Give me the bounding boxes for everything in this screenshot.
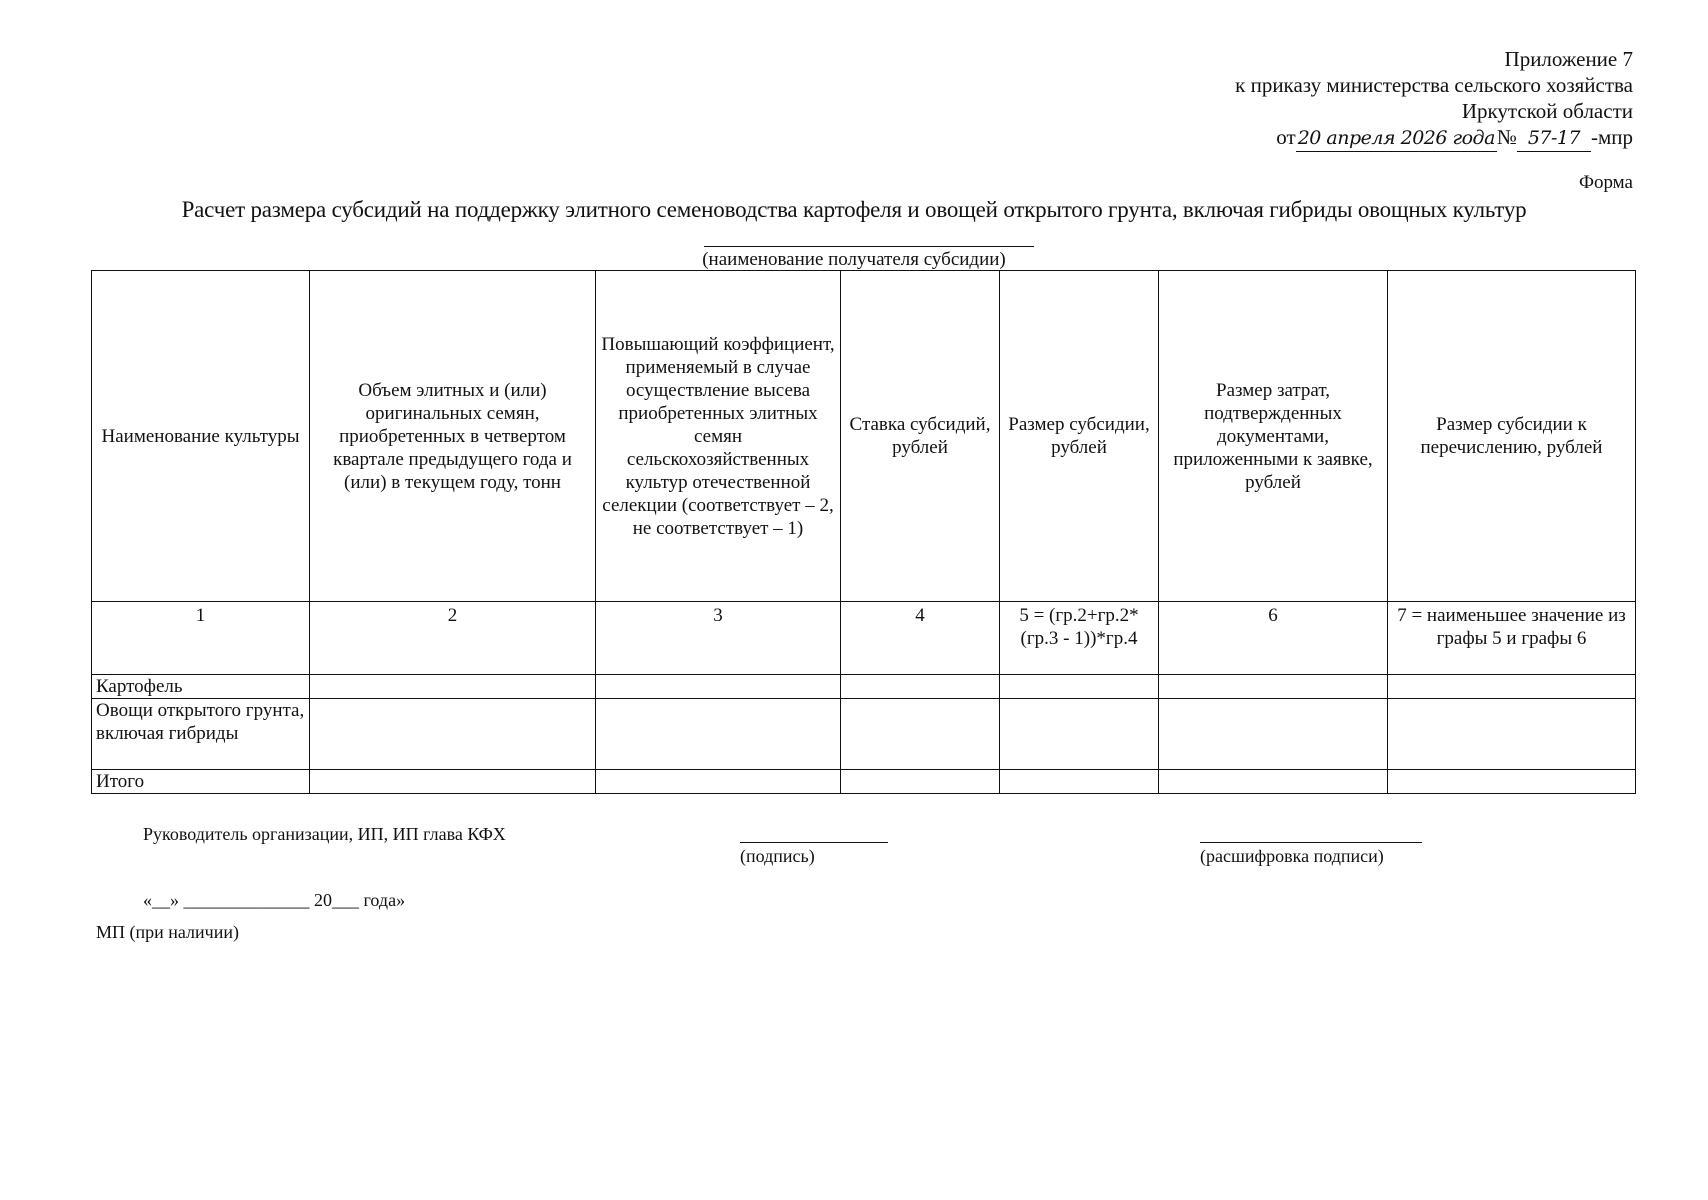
column-number-cell: 3 [596, 602, 841, 675]
row-label-vegetables: Овощи открытого грунта, включая гибриды [92, 699, 310, 770]
handwritten-number: 57-17 [1517, 126, 1591, 152]
column-number-row [92, 602, 1636, 675]
document-title: Расчет размера субсидий на поддержку элитного семеноводства картофеля и овощей открытого грунта, включая гибриды овощных культур [181, 197, 1527, 222]
table-cell [596, 770, 841, 794]
signature-decode-caption: (расшифровка подписи) [1200, 846, 1384, 866]
column-number-cell: 2 [310, 602, 596, 675]
table-row [92, 675, 1636, 699]
column-number-cell: 7 = наименьшее значение из графы 5 и графы 6 [1388, 602, 1636, 675]
table-cell [310, 699, 596, 770]
table-cell [1388, 770, 1636, 794]
column-number-cell: 1 [92, 602, 310, 675]
signature-line [740, 842, 888, 843]
table-cell [1000, 699, 1159, 770]
recipient-name-line [704, 246, 1034, 247]
table-cell [1000, 770, 1159, 794]
table-cell [1159, 699, 1388, 770]
table-row [92, 770, 1636, 794]
header-cell: Размер субсидии к перечислению, рублей [1388, 271, 1636, 602]
signature-decode-line [1200, 842, 1422, 843]
order-reference: к приказу министерства сельского хозяйства [1235, 73, 1633, 97]
date-line: «__» ______________ 20___ года» [143, 890, 406, 910]
header-cell: Размер субсидии, рублей [1000, 271, 1159, 602]
header-cell: Ставка субсидий, рублей [841, 271, 1000, 602]
table-cell [596, 675, 841, 699]
row-label-total: Итого [92, 770, 310, 794]
recipient-caption: (наименование получателя субсидии) [702, 249, 1006, 270]
region-name: Иркутской области [1461, 99, 1633, 123]
table-cell [1159, 675, 1388, 699]
table-cell [310, 770, 596, 794]
table-cell [596, 699, 841, 770]
number-suffix: -мпр [1590, 125, 1633, 149]
order-date-number [1276, 125, 1633, 152]
row-label-potato: Картофель [92, 675, 310, 699]
table-cell [841, 770, 1000, 794]
signature-caption: (подпись) [740, 846, 815, 866]
date-prefix: от [1276, 125, 1296, 149]
header-cell: Размер затрат, подтвержденных документами, приложенными к заявке, рублей [1159, 271, 1388, 602]
header-cell: Повышающий коэффициент, применяемый в случае осуществление высева приобретенных элитных семян сельскохозяйственных культур отечественной селекции (соответствует – 2, не соответствует – 1) [596, 271, 841, 602]
table-cell [1000, 675, 1159, 699]
form-label: Форма [1578, 172, 1633, 193]
table-cell [1388, 699, 1636, 770]
handwritten-date: 20 апреля 2026 года [1296, 126, 1497, 152]
number-sign: № [1496, 125, 1517, 149]
table-cell [1159, 770, 1388, 794]
table-cell [841, 675, 1000, 699]
stamp-label: МП (при наличии) [96, 922, 239, 942]
header-cell: Объем элитных и (или) оригинальных семян, приобретенных в четвертом квартале предыдущего года и (или) в текущем году, тонн [310, 271, 596, 602]
table-cell [1388, 675, 1636, 699]
table-cell [841, 699, 1000, 770]
column-number-cell: 5 = (гр.2+гр.2*(гр.3 - 1))*гр.4 [1000, 602, 1159, 675]
header-row [92, 271, 1636, 602]
column-number-cell: 6 [1159, 602, 1388, 675]
column-number-cell: 4 [841, 602, 1000, 675]
table-row [92, 699, 1636, 770]
header-cell: Наименование культуры [92, 271, 310, 602]
subsidy-calculation-table [91, 270, 1636, 794]
appendix-number: Приложение 7 [1504, 47, 1633, 71]
head-of-organization-label: Руководитель организации, ИП, ИП глава КФХ [143, 824, 506, 844]
table-cell [310, 675, 596, 699]
